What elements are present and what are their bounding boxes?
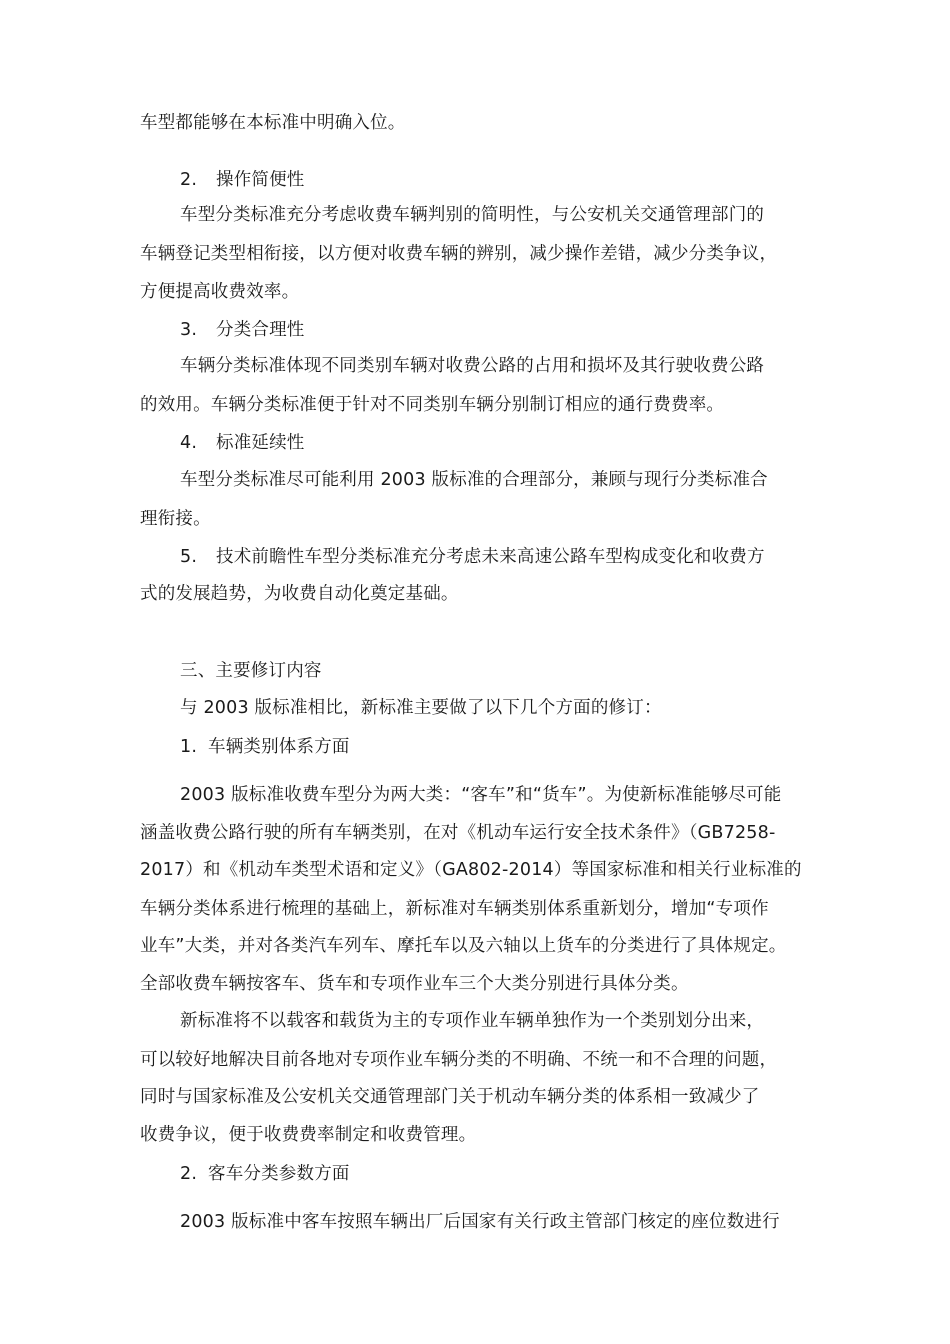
heading-vehicle-category-system (180, 735, 350, 759)
paragraph-line: 车型都能够在本标准中明确入位。 (140, 113, 406, 133)
paragraph-line: 新标准将不以载客和载货为主的专项作业车辆单独作为一个类别划分出来， (180, 1011, 765, 1031)
heading-text: 客车分类参数方面 (208, 1164, 350, 1184)
heading-number: 1. (180, 737, 198, 757)
paragraph-line: 同时与国家标准及公安机关交通管理部门关于机动车辆分类的体系相一致减少了 (140, 1087, 760, 1107)
heading-text: 操作简便性 (216, 170, 305, 190)
paragraph-line: 2003 版标准中客车按照车辆出厂后国家有关行政主管部门核定的座位数进行 (180, 1212, 780, 1232)
paragraph-line: 收费争议，便于收费费率制定和收费管理。 (140, 1125, 477, 1145)
heading-number: 2. (180, 1164, 198, 1184)
heading-text: 分类合理性 (216, 320, 305, 340)
paragraph-line: 车型分类标准充分考虑收费车辆判别的简明性，与公安机关交通管理部门的 (180, 205, 765, 225)
heading-number: 4. (180, 433, 198, 453)
paragraph-line: 理衔接。 (140, 509, 211, 529)
heading-operation-simplicity (180, 168, 305, 192)
paragraph-line: 的效用。车辆分类标准便于针对不同类别车辆分别制订相应的通行费费率。 (140, 395, 725, 415)
paragraph-line: 式的发展趋势，为收费自动化奠定基础。 (140, 584, 459, 604)
heading-bus-classification-parameters (180, 1162, 350, 1186)
heading-technical-foresight (180, 545, 765, 569)
paragraph-line: 车辆分类标准体现不同类别车辆对收费公路的占用和损坏及其行驶收费公路 (180, 356, 765, 376)
paragraph-line: 车辆分类体系进行梳理的基础上，新标准对车辆类别体系重新划分，增加“专项作 (140, 899, 769, 919)
paragraph-line: 全部收费车辆按客车、货车和专项作业车三个大类分别进行具体分类。 (140, 974, 689, 994)
heading-standard-continuity (180, 431, 305, 455)
heading-number: 3. (180, 320, 198, 340)
paragraph-line: 2003 版标准收费车型分为两大类：“客车”和“货车”。为使新标准能够尽可能 (180, 785, 782, 805)
paragraph-line: 车辆登记类型相衔接，以方便对收费车辆的辨别，减少操作差错，减少分类争议， (140, 244, 778, 264)
heading-text: 车辆类别体系方面 (208, 737, 350, 757)
heading-classification-rationality (180, 318, 305, 342)
paragraph-line: 与 2003 版标准相比，新标准主要做了以下几个方面的修订： (180, 698, 662, 718)
heading-number: 5. (180, 547, 198, 567)
paragraph-line: 车型分类标准尽可能利用 2003 版标准的合理部分，兼顾与现行分类标准合 (180, 470, 768, 490)
paragraph-line: 2017）和《机动车类型术语和定义》（GA802-2014）等国家标准和相关行业标准的 (140, 860, 802, 880)
paragraph-line: 可以较好地解决目前各地对专项作业车辆分类的不明确、不统一和不合理的问题， (140, 1050, 778, 1070)
paragraph-line: 业车”大类，并对各类汽车列车、摩托车以及六轴以上货车的分类进行了具体规定。 (140, 936, 787, 956)
section-title: 三、主要修订内容 (180, 661, 322, 681)
heading-number: 2. (180, 170, 198, 190)
paragraph-line: 涵盖收费公路行驶的所有车辆类别，在对《机动车运行安全技术条件》（GB7258- (140, 823, 776, 843)
paragraph-line: 方便提高收费效率。 (140, 282, 300, 302)
heading-text: 技术前瞻性车型分类标准充分考虑未来高速公路车型构成变化和收费方 (216, 547, 765, 567)
heading-text: 标准延续性 (216, 433, 305, 453)
